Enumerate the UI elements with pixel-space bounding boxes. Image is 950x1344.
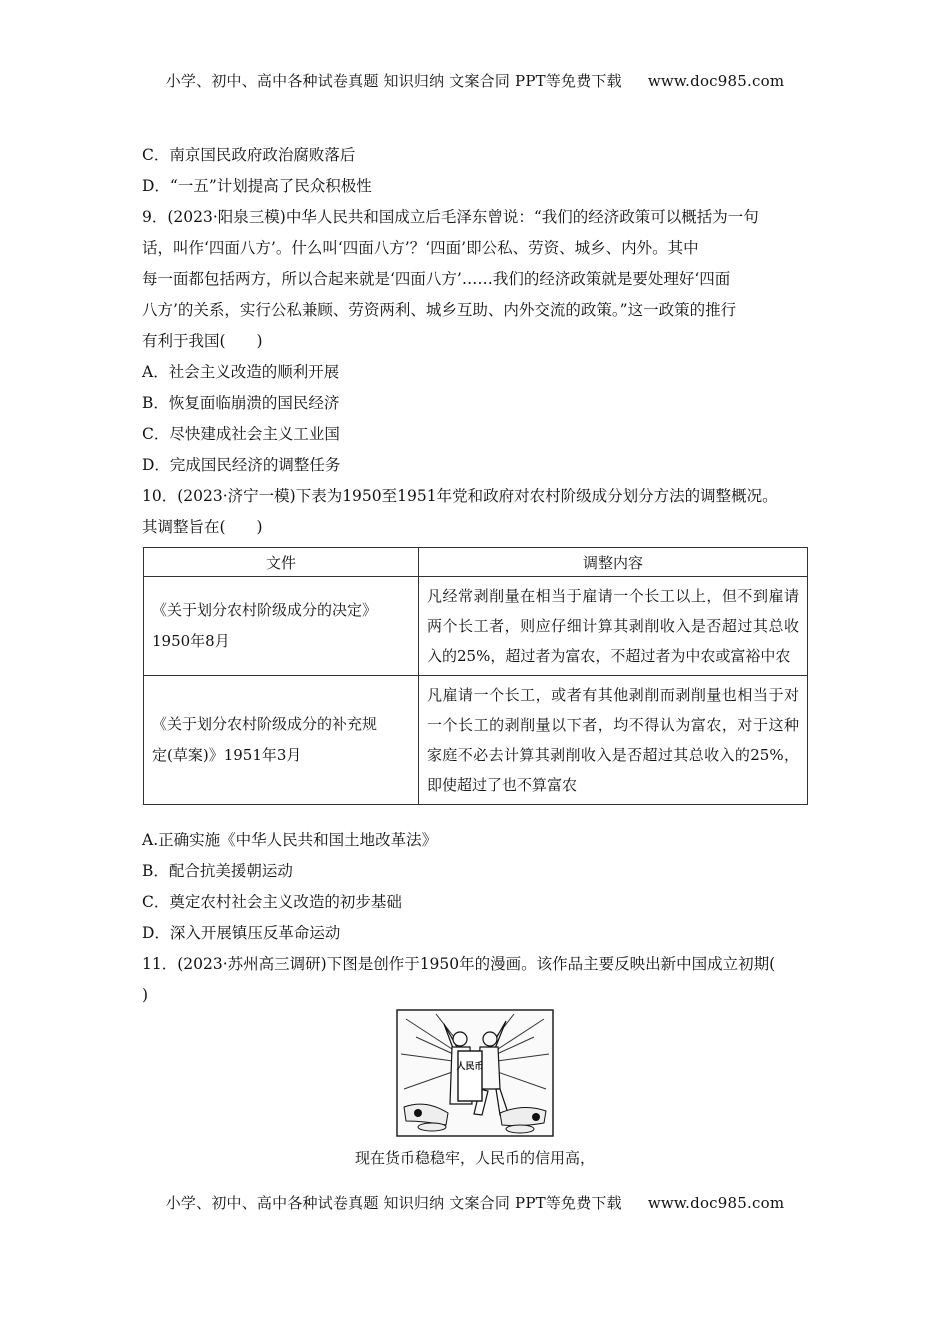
q8-option-d: D．“一五”计划提高了民众积极性 xyxy=(142,177,372,195)
doc-date: 定(草案)》1951年3月 xyxy=(152,746,302,764)
q10-stem-line: 其调整旨在( ) xyxy=(142,518,263,536)
q10-option-c: C．奠定农村社会主义改造的初步基础 xyxy=(142,893,402,911)
table-header-doc: 文件 xyxy=(144,548,419,577)
table-cell-doc xyxy=(144,577,419,676)
header-left-text: 小学、初中、高中各种试卷真题 知识归纳 文案合同 PPT等免费下载 xyxy=(165,72,622,90)
table-cell-content: 凡经常剥削量在相当于雇请一个长工以上，但不到雇请两个长工者，则应仔细计算其剥削收入是否超过其总收入的25%，超过者为富农，不超过者为中农或富裕中农 xyxy=(419,577,808,676)
table-header-row xyxy=(144,548,808,577)
q9-stem-line: 有利于我国( ) xyxy=(142,332,263,350)
q9-stem-line: 9．(2023·阳泉三模)中华人民共和国成立后毛泽东曾说：“我们的经济政策可以概括为一句 xyxy=(142,208,759,226)
q10-stem-line: 10．(2023·济宁一模)下表为1950至1951年党和政府对农村阶级成分划分方法的调整概况。 xyxy=(142,487,778,505)
table-row xyxy=(144,676,808,805)
currency-cartoon-image xyxy=(396,1009,554,1137)
policy-adjustment-table xyxy=(143,547,808,805)
table-header-content: 调整内容 xyxy=(419,548,808,577)
table-row xyxy=(144,577,808,676)
question-content xyxy=(142,140,810,1011)
page-header xyxy=(0,70,950,91)
doc-title: 《关于划分农村阶级成分的补充规 xyxy=(152,715,378,733)
table-cell-doc xyxy=(144,676,419,805)
q10-option-a: A.正确实施《中华人民共和国土地改革法》 xyxy=(142,831,438,849)
table-cell-content: 凡雇请一个长工，或者有其他剥削而剥削量也相当于对一个长工的剥削量以下者，均不得认为富农，对于这种家庭不必去计算其剥削收入是否超过其总收入的25%，即使超过了也不算富农 xyxy=(419,676,808,805)
q8-option-c: C．南京国民政府政治腐败落后 xyxy=(142,146,356,164)
q9-stem-line: 每一面都包括两方，所以合起来就是‘四面八方’……我们的经济政策就是要处理好‘四面 xyxy=(142,270,731,288)
q9-option-a: A．社会主义改造的顺利开展 xyxy=(142,363,340,381)
header-url: www.doc985.com xyxy=(647,72,785,90)
page-footer xyxy=(0,1192,950,1213)
q10-option-b: B．配合抗美援朝运动 xyxy=(142,862,293,880)
q10-option-d: D．深入开展镇压反革命运动 xyxy=(142,924,341,942)
doc-title: 《关于划分农村阶级成分的决定》 xyxy=(152,601,378,619)
q9-stem xyxy=(142,202,810,357)
footer-left-text: 小学、初中、高中各种试卷真题 知识归纳 文案合同 PPT等免费下载 xyxy=(165,1194,622,1212)
cartoon-banner-text: 人民币 xyxy=(456,1062,484,1072)
q9-option-d: D．完成国民经济的调整任务 xyxy=(142,456,341,474)
q9-stem-line: 话，叫作‘四面八方’。什么叫‘四面八方’？‘四面’即公私、劳资、城乡、内外。其中 xyxy=(142,239,699,257)
q10-stem xyxy=(142,481,810,543)
q11-stem-line: 11．(2023·苏州高三调研)下图是创作于1950年的漫画。该作品主要反映出新中国成立初期( xyxy=(142,955,776,973)
q9-stem-line: 八方’的关系，实行公私兼顾、劳资两利、城乡互助、内外交流的政策。”这一政策的推行 xyxy=(142,301,737,319)
q9-option-b: B．恢复面临崩溃的国民经济 xyxy=(142,394,340,412)
cartoon-caption: 现在货币稳稳牢，人民币的信用高， xyxy=(354,1149,595,1167)
doc-date: 1950年8月 xyxy=(152,632,230,650)
footer-url: www.doc985.com xyxy=(647,1194,785,1212)
q11-stem-line: ) xyxy=(142,986,149,1004)
q9-option-c: C．尽快建成社会主义工业国 xyxy=(142,425,340,443)
q11-stem xyxy=(142,949,810,1011)
